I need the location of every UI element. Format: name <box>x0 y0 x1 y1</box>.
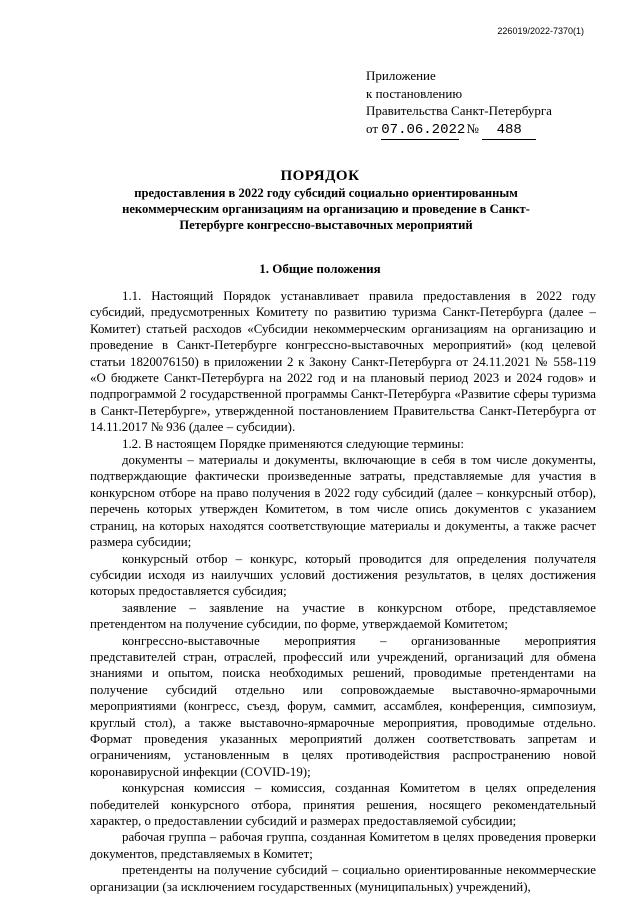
appendix-line-2: к постановлению <box>366 85 463 101</box>
document-body <box>90 288 596 895</box>
date-prefix: от <box>366 120 379 136</box>
paragraph: претенденты на получение субсидий – социально ориентированные некоммерческие организации (за исключением государственных (муниципальных) учреждений), <box>90 863 596 894</box>
paragraph: конкурсный отбор – конкурс, который проводится для определения получателя субсидии исходя из наилучших условий достижения результатов, в целях достижения которых предоставляется субсидия; <box>90 551 596 599</box>
number-prefix: № <box>466 120 479 136</box>
appendix-date-row <box>366 120 552 141</box>
paragraph: заявление – заявление на участие в конкурсном отборе, представляемое претендентом на получение субсидии, по форме, утверждаемой Комитетом; <box>90 600 596 632</box>
section-heading: 1. Общие положения <box>259 261 381 276</box>
resolution-date: 07.06.2022 <box>381 122 459 141</box>
appendix-line-3: Правительства Санкт-Петербурга <box>366 103 552 118</box>
appendix-line-1: Приложение <box>366 68 436 83</box>
paragraph: конгрессно-выставочные мероприятия – организованные мероприятия представителей стран, отраслей, профессий или учреждений, организаций для обмена знаниями и опытом, поиска необходимых решений, проводимые претендентами на получение субсидий отдельно или сопровождаемые выставочно-ярмарочными мероприятиями (конгресс, съезд, форум, саммит, ассамблея, конференция, симпозиум, круглый стол), а также выставочно-ярмарочные мероприятия, проводимые отдельно. Формат проведения указанных мероприятий должен соответствовать запретам и ограничениям, установленным в целях противодействия распространению новой коронавирусной инфекции (COVID-19); <box>90 633 596 779</box>
document-title: ПОРЯДОК <box>280 168 360 184</box>
document-registration-number: 226019/2022-7370(1) <box>497 26 584 36</box>
paragraph: конкурсная комиссия – комиссия, созданная Комитетом в целях определения победителей конкурсного отбора, принятия решения, носящего рекомендательный характер, о предоставлении субсидий и размерах предоставляемой субсидии; <box>90 781 596 828</box>
paragraph: 1.2. В настоящем Порядке применяются следующие термины: <box>122 436 464 451</box>
paragraph: документы – материалы и документы, включающие в себя в том числе документы, подтверждающие фактически произведенные затраты, представляемые для участия в конкурсном отборе на право получения в 2022 году субсидий (далее – конкурсный отбор), перечень которых утвержден Комитетом, в том числе опись документов с указанием страниц, на которых находятся соответствующие материалы и документы, а также расчет размера субсидии; <box>90 453 596 550</box>
appendix-block <box>366 67 552 140</box>
document-subtitle: предоставления в 2022 году субсидий социально ориентированным некоммерческим организациям на организацию и проведение в Санкт-Петербурге конгрессно-выставочных мероприятий <box>122 186 530 232</box>
resolution-number: 488 <box>482 122 536 141</box>
paragraph: 1.1. Настоящий Порядок устанавливает правила предоставления в 2022 году субсидий, предусмотренных Комитету по развитию туризма Санкт-Петербурга (далее – Комитет) статьей расходов «Субсидии некоммерческим организациям на организацию и проведение в Санкт-Петербурге конгрессно-выставочных мероприятий» (код целевой статьи 1820076150) в приложении 2 к Закону Санкт-Петербурга от 24.11.2021 № 558-119 «О бюджете Санкт-Петербурга на 2022 год и на плановый период 2023 и 2024 годов» и подпрограммой 2 государственной программы Санкт-Петербурга «Развитие сферы туризма в Санкт-Петербурге», утвержденной постановлением Правительства Санкт-Петербурга от 14.11.2017 № 936 (далее – субсидии). <box>90 289 596 435</box>
paragraph: рабочая группа – рабочая группа, созданная Комитетом в целях проведения проверки документов, представляемых в Комитет; <box>90 830 596 861</box>
